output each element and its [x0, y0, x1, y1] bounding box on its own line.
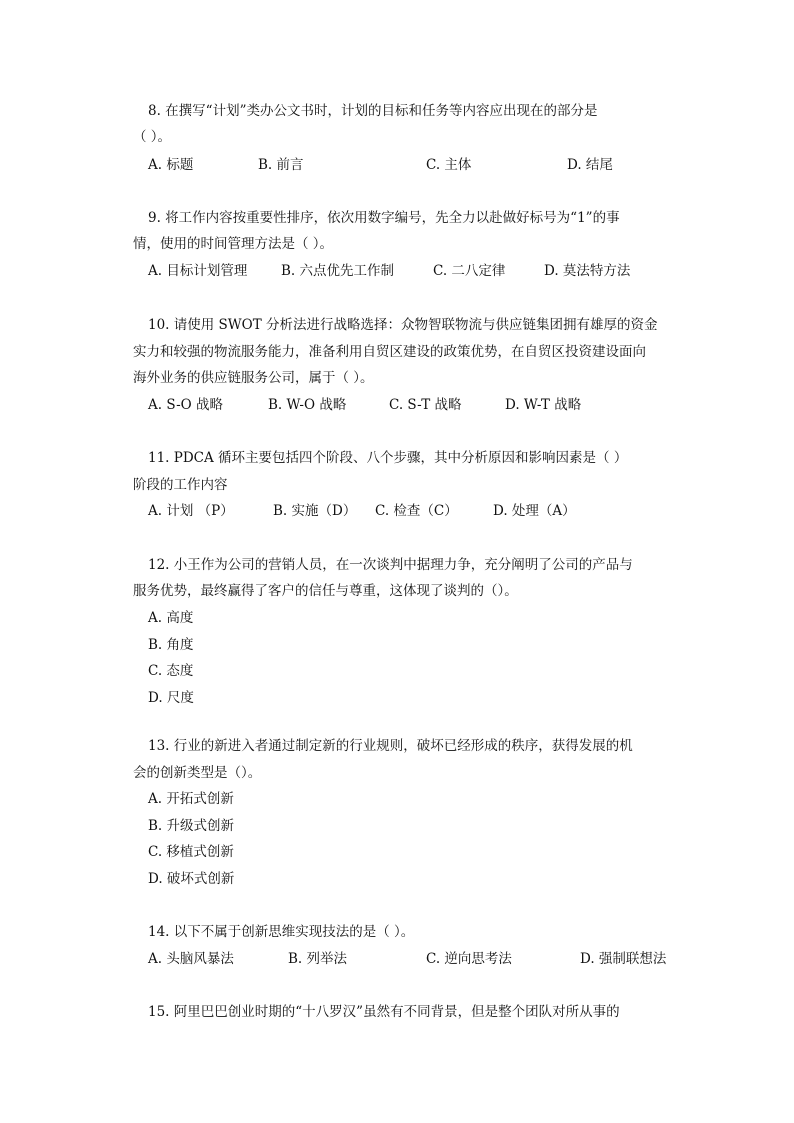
q13-stem-line2: 会的创新类型是（）。: [133, 765, 262, 781]
q10-stem-line1: 10. 请使用 SWOT 分析法进行战略选择：众物智联物流与供应链集团拥有雄厚的资金: [148, 317, 658, 333]
q10-option-c: C. S-T 战略: [389, 397, 462, 413]
q14-option-c: C. 逆向思考法: [426, 951, 512, 967]
q12-option-b: B. 角度: [148, 637, 194, 653]
q15-stem-line1: 15. 阿里巴巴创业时期的“十八罗汉”虽然有不同背景，但是整个团队对所从事的: [148, 1004, 620, 1020]
q13-option-c: C. 移植式创新: [148, 844, 234, 860]
q10-option-d: D. W-T 战略: [505, 397, 582, 413]
q11-stem-line2: 阶段的工作内容: [133, 477, 228, 493]
q11-option-c: C. 检查（C）: [375, 503, 458, 519]
q9-stem-line2: 情，使用的时间管理方法是（ ）。: [133, 236, 334, 252]
q14-option-d: D. 强制联想法: [580, 951, 667, 967]
q8-option-b: B. 前言: [258, 157, 304, 173]
q8-option-a: A. 标题: [148, 157, 194, 173]
q12-option-c: C. 态度: [148, 663, 194, 679]
q10-stem-line2: 实力和较强的物流服务能力，准备利用自贸区建设的政策优势，在自贸区投资建设面向: [133, 344, 646, 360]
q11-option-d: D. 处理（A）: [493, 503, 576, 519]
q8-option-c: C. 主体: [426, 157, 472, 173]
q12-stem-line1: 12. 小王作为公司的营销人员，在一次谈判中据理力争，充分阐明了公司的产品与: [148, 557, 633, 573]
q8-stem-line1: 8. 在撰写“计划”类办公文书时，计划的目标和任务等内容应出现在的部分是: [148, 103, 598, 119]
q12-option-a: A. 高度: [148, 610, 194, 626]
q10-option-a: A. S-O 战略: [148, 397, 223, 413]
q11-option-a: A. 计划 （P）: [148, 503, 234, 519]
q11-option-b: B. 实施（D）: [273, 503, 357, 519]
q14-stem-line1: 14. 以下不属于创新思维实现技法的是（ ）。: [148, 924, 415, 940]
q9-option-b: B. 六点优先工作制: [281, 263, 395, 279]
q11-stem-line1: 11. PDCA 循环主要包括四个阶段、八个步骤，其中分析原因和影响因素是（ ）: [148, 450, 628, 466]
q8-option-d: D. 结尾: [567, 157, 613, 173]
q8-stem-line2: （ ）。: [133, 129, 172, 145]
q13-option-b: B. 升级式创新: [148, 818, 235, 834]
q10-stem-line3: 海外业务的供应链服务公司，属于（ ）。: [133, 370, 374, 386]
q10-option-b: B. W-O 战略: [268, 397, 347, 413]
q9-stem-line1: 9. 将工作内容按重要性排序，依次用数字编号，先全力以赴做好标号为“1”的事: [148, 210, 620, 226]
q9-option-a: A. 目标计划管理: [148, 263, 248, 279]
q13-option-d: D. 破坏式创新: [148, 871, 235, 887]
q12-option-d: D. 尺度: [148, 690, 194, 706]
q14-option-b: B. 列举法: [288, 951, 348, 967]
q9-option-d: D. 莫法特方法: [544, 263, 631, 279]
q14-option-a: A. 头脑风暴法: [148, 951, 234, 967]
q12-stem-line2: 服务优势，最终赢得了客户的信任与尊重，这体现了谈判的（）。: [133, 583, 518, 599]
q9-option-c: C. 二八定律: [433, 263, 506, 279]
q13-option-a: A. 开拓式创新: [148, 791, 234, 807]
q13-stem-line1: 13. 行业的新进入者通过制定新的行业规则，破坏已经形成的秩序，获得发展的机: [148, 738, 633, 754]
